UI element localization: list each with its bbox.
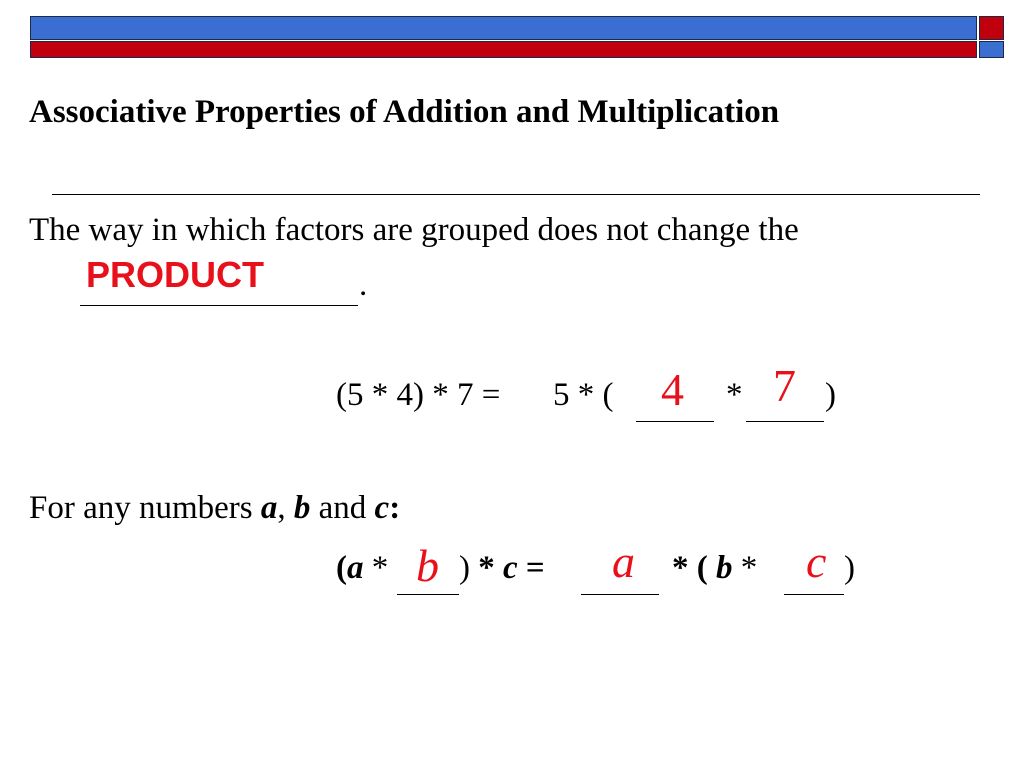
answer-c: c	[806, 536, 827, 587]
header-square-blue	[979, 41, 1004, 58]
example-right-start: 5 * (	[553, 377, 614, 413]
header-bar-red	[30, 41, 977, 58]
general-intro: For any numbers a, b and c:	[29, 490, 401, 526]
slide-title: Associative Properties of Addition and Multiplication	[29, 94, 780, 130]
answer-product: PRODUCT	[86, 254, 264, 295]
answer-b: b	[416, 540, 439, 591]
answer-7: 7	[773, 360, 796, 411]
answer-a: a	[612, 536, 635, 587]
formula-right: * ( b *	[672, 550, 758, 586]
answer-4: 4	[661, 364, 684, 415]
formula-left: (a *	[336, 550, 389, 586]
example-left-side: (5 * 4) * 7 =	[336, 377, 501, 413]
example-close-paren: )	[825, 377, 836, 413]
header-bar-blue	[30, 16, 977, 40]
formula-close: )	[844, 550, 855, 586]
statement-line-1: The way in which factors are grouped does not change the	[29, 212, 799, 248]
title-underline	[52, 194, 980, 195]
statement-period: .	[359, 267, 368, 303]
formula-middle: ) * c =	[459, 550, 545, 586]
example-star: *	[726, 377, 743, 413]
header-square-red	[979, 16, 1004, 40]
